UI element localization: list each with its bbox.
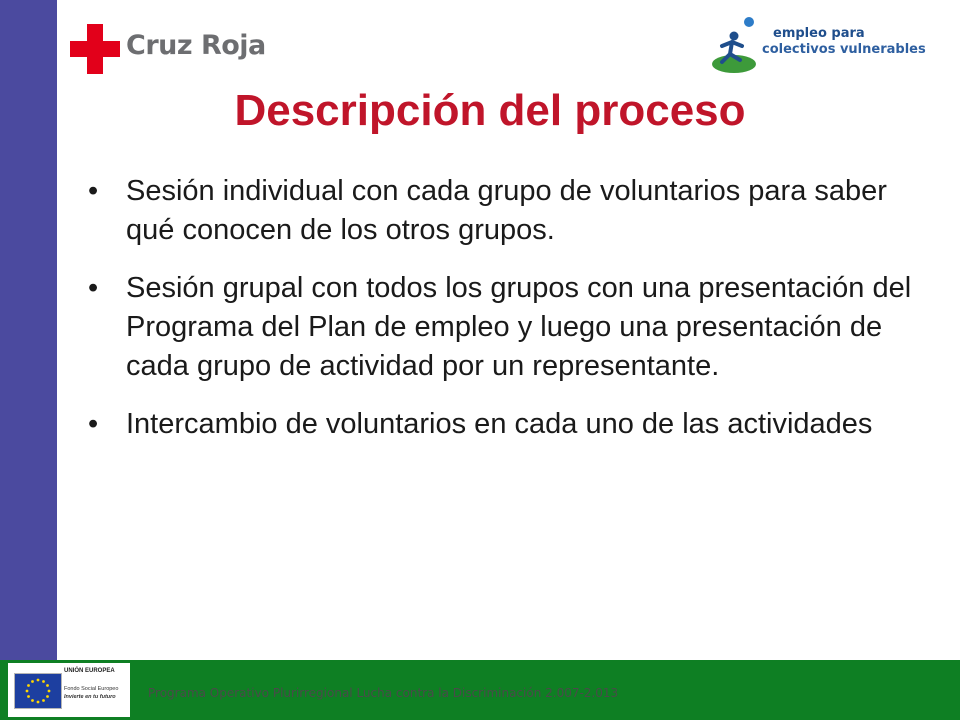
bullet-item [88,405,918,444]
empleo-logo-line2: colectivos vulnerables [762,42,926,57]
eu-logo [8,663,130,717]
empleo-logo-line1: empleo para [773,26,865,41]
bullet-text: Sesión grupal con todos los grupos con una presentación del Programa del Plan de empleo y luego una presentación de cada grupo de actividad por un representante. [126,272,912,382]
bullet-list [88,172,918,463]
bullet-dot: • [88,272,99,304]
bullet-dot: • [88,408,99,440]
bullet-dot: • [88,175,99,207]
bullet-text: Intercambio de voluntarios en cada uno de las actividades [126,408,873,440]
footer-program-text: Programa Operativo Plurirregional Lucha contra la Discriminación 2.007-2.013 [148,686,619,700]
slide-title: Descripción del proceso [234,86,746,135]
eu-motto: Invierte en tu futuro [64,694,116,700]
bullet-item [88,172,918,250]
cruz-roja-logo-text: Cruz Roja [126,30,266,61]
eu-title: UNIÓN EUROPEA [64,668,115,674]
red-cross-icon [70,22,120,76]
bullet-item [88,269,918,386]
eu-flag-icon [14,673,62,709]
bullet-text: Sesión individual con cada grupo de voluntarios para saber qué conocen de los otros grupos. [126,175,887,246]
side-accent-bar [0,0,57,720]
eu-fund: Fondo Social Europeo [64,686,119,692]
